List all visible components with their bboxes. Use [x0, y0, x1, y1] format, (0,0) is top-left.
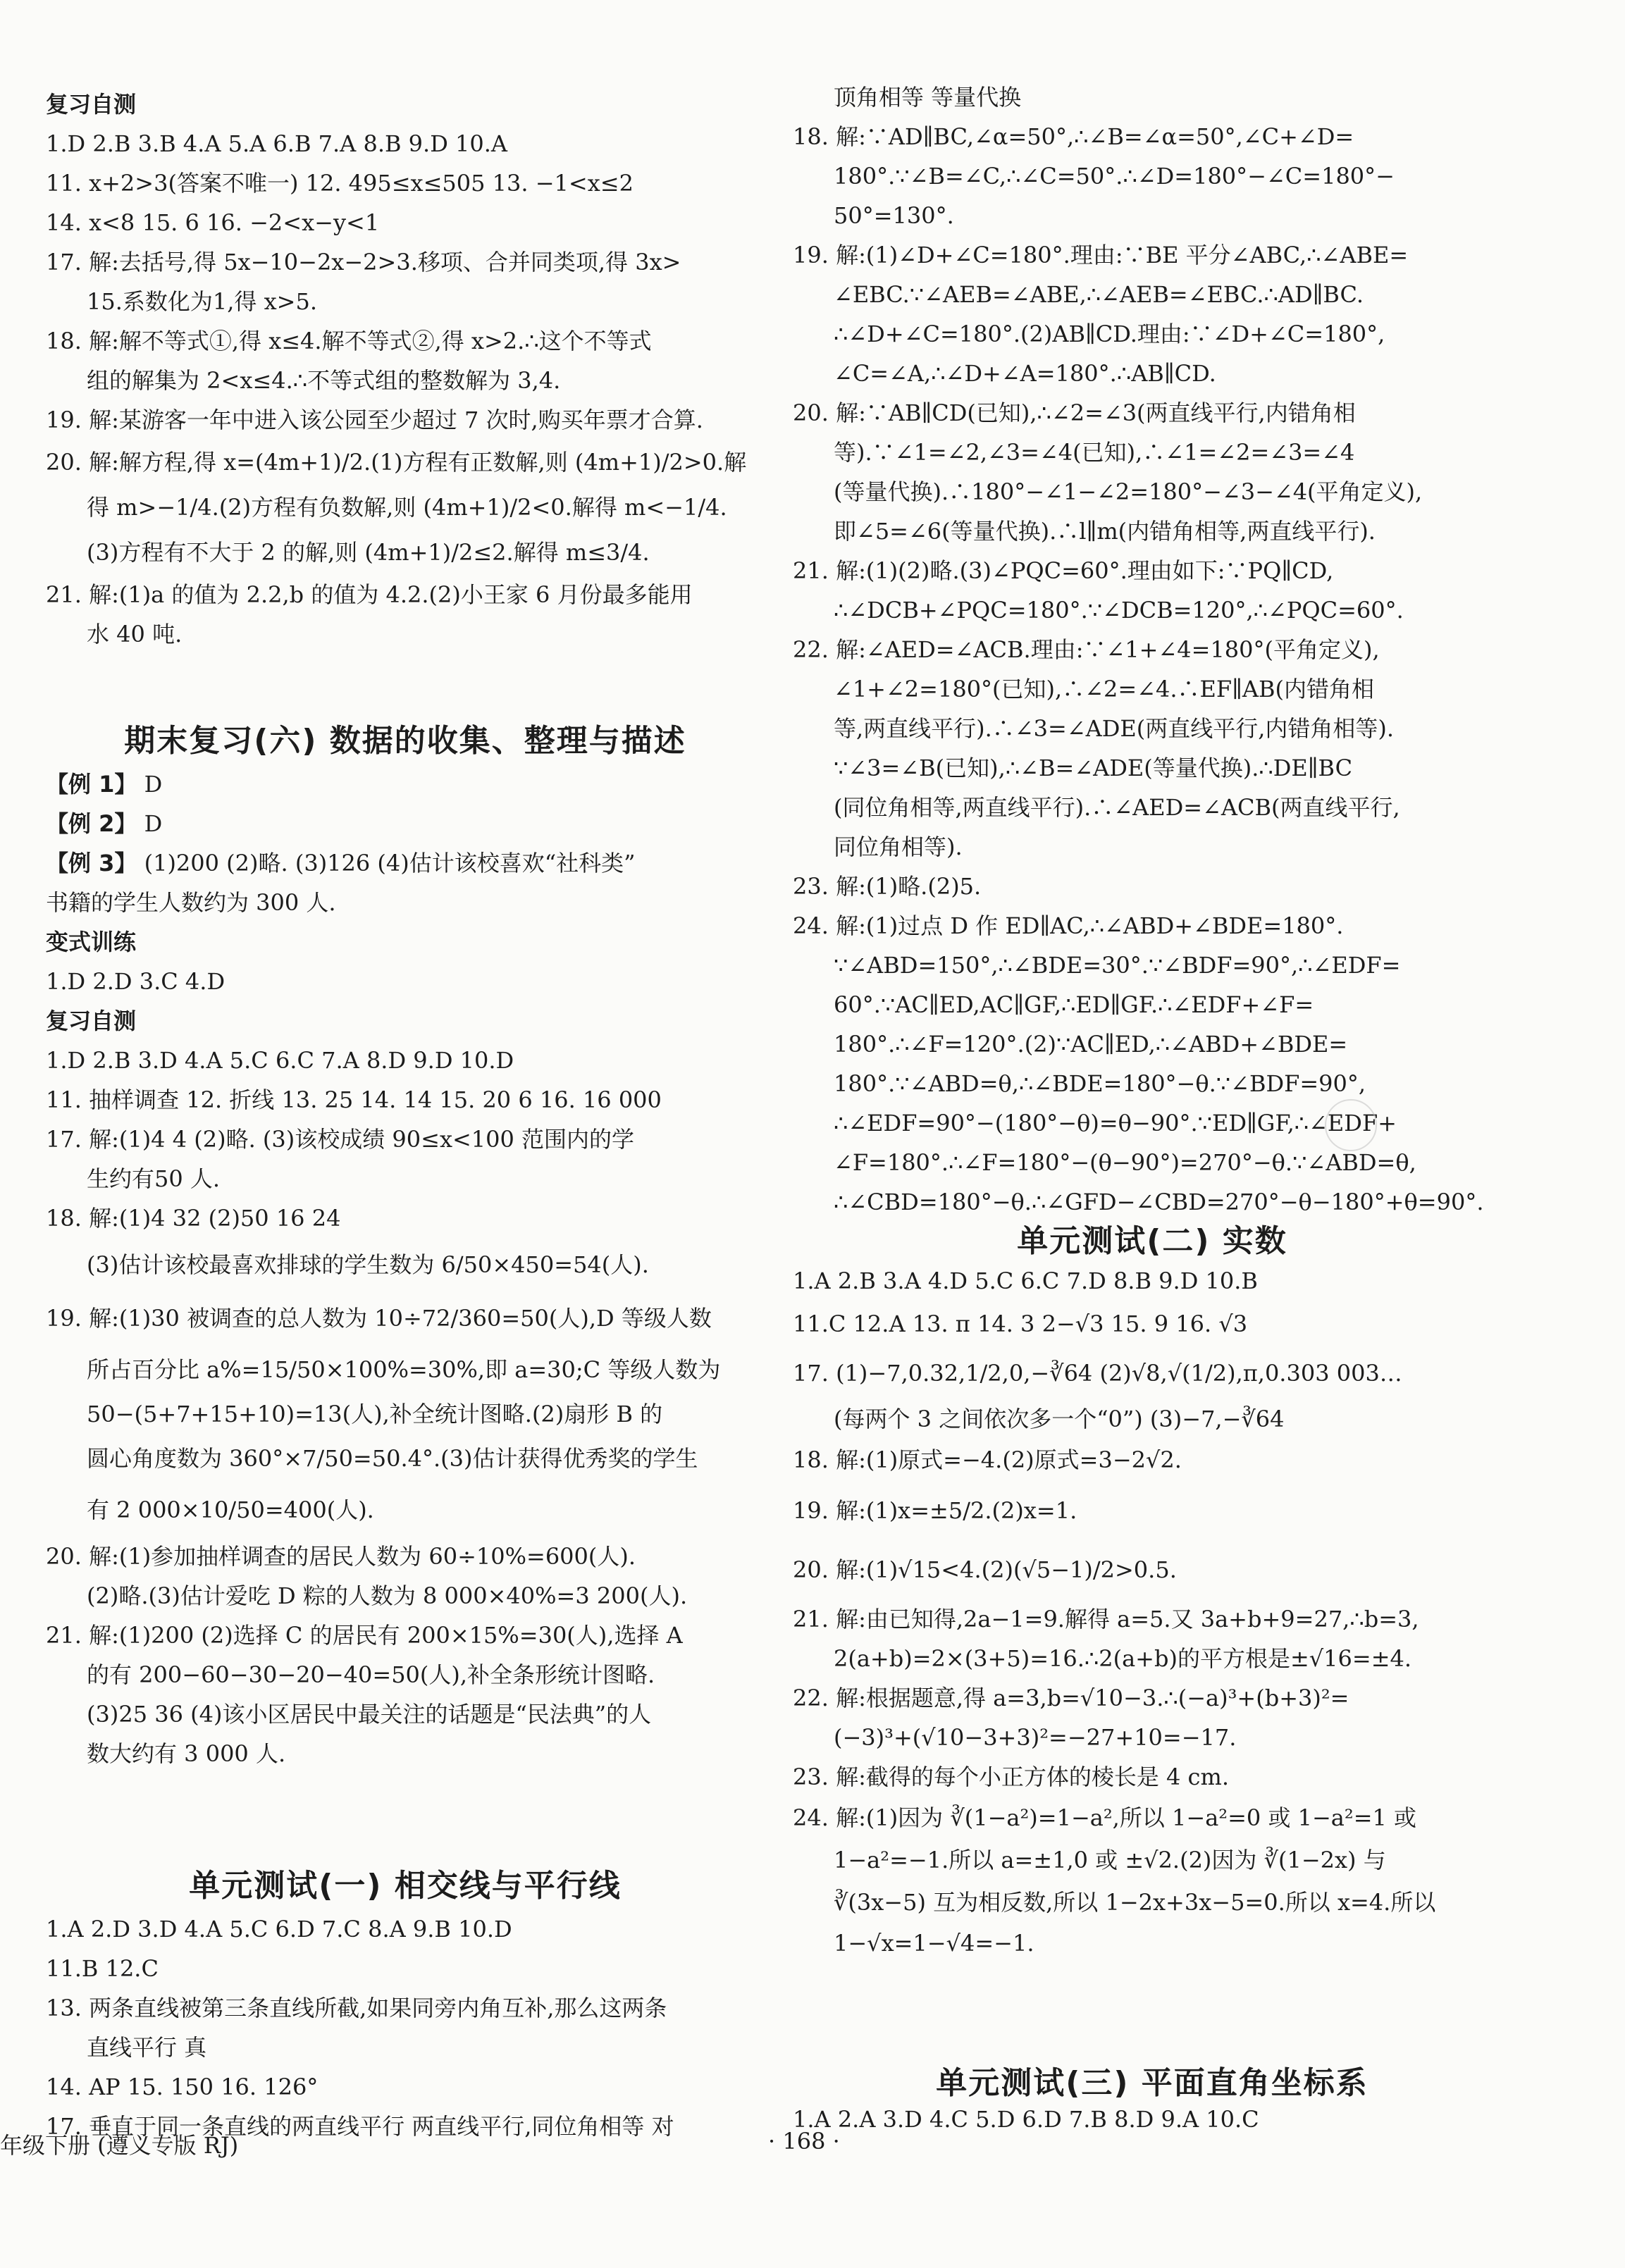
answer-line: 23. 解:截得的每个小正方体的棱长是 4 cm.	[793, 1764, 1229, 1790]
answer-line: 生约有50 人.	[87, 1165, 221, 1192]
answer-line: 18. 解:∵AD∥BC,∠α=50°,∴∠B=∠α=50°,∠C+∠D=	[793, 123, 1354, 150]
section-heading: 变式训练	[46, 929, 137, 955]
answer-line: 顶角相等 等量代换	[834, 84, 1022, 111]
answer-line: 18. 解:(1)原式=−4.(2)原式=3−2√2.	[793, 1446, 1182, 1473]
answer-line: 数大约有 3 000 人.	[87, 1740, 286, 1767]
answer-line: 等,两直线平行).∴∠3=∠ADE(两直线平行,内错角相等).	[834, 715, 1395, 742]
answer-line: 21. 解:(1)200 (2)选择 C 的居民有 200×15%=30(人),选择 A	[46, 1622, 683, 1649]
answer-line: (−3)³+(√10−3+3)²=−27+10=−17.	[834, 1724, 1237, 1751]
answer-line: (每两个 3 之间依次多一个“0”) (3)−7,−∛64	[834, 1406, 1285, 1432]
answer-line: 20. 解:∵AB∥CD(已知),∴∠2=∠3(两直线平行,内错角相	[793, 399, 1356, 426]
example-line	[46, 843, 772, 883]
answer-line: 17. (1)−7,0.32,1/2,0,−∛64 (2)√8,√(1/2),π,0.303 003…	[793, 1360, 1402, 1387]
example-line	[46, 804, 772, 843]
answer-line: 1.D 2.B 3.B 4.A 5.A 6.B 7.A 8.B 9.D 10.A	[46, 130, 508, 157]
answer-line: 1.D 2.D 3.C 4.D	[46, 968, 225, 995]
unit-test-1-title: 单元测试(一) 相交线与平行线	[189, 1868, 622, 1904]
unit-test-2-title: 单元测试(二) 实数	[1017, 1223, 1287, 1259]
answer-line: 50°=130°.	[834, 202, 954, 229]
answer-line: 所占百分比 a%=15/50×100%=30%,即 a=30;C 等级人数为	[87, 1356, 721, 1383]
answer-line: 14. x<8 15. 6 16. −2<x−y<1	[46, 209, 380, 236]
unit2-block	[793, 1261, 1519, 1963]
answer-line: (3)估计该校最喜欢排球的学生数为 6/50×450=54(人).	[87, 1251, 649, 1278]
unit-test-3-title: 单元测试(三) 平面直角坐标系	[936, 2065, 1368, 2101]
examples-block	[46, 764, 772, 1773]
answer-line: 19. 解:(1)∠D+∠C=180°.理由:∵BE 平分∠ABC,∴∠ABE=	[793, 242, 1409, 268]
answer-line: 1.A 2.D 3.D 4.A 5.C 6.D 7.C 8.A 9.B 10.D	[46, 1916, 512, 1942]
answer-line: 同位角相等).	[834, 834, 963, 860]
watermark-stamp	[1325, 1099, 1377, 1151]
answer-line: 圆心角度数为 360°×7/50=50.4°.(3)估计获得优秀奖的学生	[87, 1445, 698, 1472]
answer-line: 水 40 吨.	[87, 621, 183, 647]
answer-line: (3)方程有不大于 2 的解,则 (4m+1)/2≤2.解得 m≤3/4.	[87, 539, 650, 566]
footer-grade-label: 年级下册 (遵义专版 RJ)	[0, 2132, 239, 2159]
answer-line: ∠F=180°.∴∠F=180°−(θ−90°)=270°−θ.∵∠ABD=θ,	[834, 1149, 1416, 1176]
answer-line: 11.C 12.A 13. π 14. 3 2−√3 15. 9 16. √3	[793, 1310, 1248, 1337]
answer-line: ∴∠D+∠C=180°.(2)AB∥CD.理由:∵∠D+∠C=180°,	[834, 321, 1385, 347]
answer-line: 的有 200−60−30−20−40=50(人),补全条形统计图略.	[87, 1661, 655, 1688]
answer-line: 22. 解:∠AED=∠ACB.理由:∵∠1+∠4=180°(平角定义),	[793, 636, 1380, 663]
example-label: 【例 3】	[46, 850, 137, 876]
review-block-1	[46, 85, 772, 654]
answer-line: 直线平行 真	[87, 2034, 207, 2061]
answer-line: 21. 解:由已知得,2a−1=9.解得 a=5.又 3a+b+9=27,∴b=3,	[793, 1606, 1419, 1632]
answer-line: 17. 垂直于同一条直线的两直线平行 两直线平行,同位角相等 对	[46, 2113, 674, 2140]
answer-line: 17. 解:(1)4 4 (2)略. (3)该校成绩 90≤x<100 范围内的学	[46, 1126, 635, 1153]
answer-line: 1−a²=−1.所以 a=±1,0 或 ±√2.(2)因为 ∛(1−2x) 与	[834, 1847, 1386, 1873]
unit3-block	[793, 2100, 1519, 2139]
answer-line: 18. 解:解不等式①,得 x≤4.解不等式②,得 x>2.∴这个不等式	[46, 328, 652, 354]
answer-line: 有 2 000×10/50=400(人).	[87, 1496, 374, 1523]
answer-line: 13. 两条直线被第三条直线所截,如果同旁内角互补,那么这两条	[46, 1995, 667, 2021]
answer-line: 20. 解:(1)√15<4.(2)(√5−1)/2>0.5.	[793, 1556, 1177, 1583]
answer-line: 书籍的学生人数约为 300 人.	[46, 889, 336, 916]
example-label: 【例 2】	[46, 810, 137, 837]
answer-line: ∠EBC.∵∠AEB=∠ABE,∴∠AEB=∠EBC.∴AD∥BC.	[834, 281, 1364, 308]
answer-line: 23. 解:(1)略.(2)5.	[793, 873, 982, 900]
answer-line: 18. 解:(1)4 32 (2)50 16 24	[46, 1205, 341, 1232]
answer-line: ∴∠CBD=180°−θ.∴∠GFD−∠CBD=270°−θ−180°+θ=90°.	[834, 1189, 1484, 1215]
answer-line: 11.B 12.C	[46, 1955, 159, 1982]
answer-line: 等).∵∠1=∠2,∠3=∠4(已知),∴∠1=∠2=∠3=∠4	[834, 439, 1355, 466]
answer-line: 19. 解:某游客一年中进入该公园至少超过 7 次时,购买年票才合算.	[46, 407, 703, 433]
answer-line: 14. AP 15. 150 16. 126°	[46, 2074, 319, 2100]
answer-line: 180°.∴∠F=120°.(2)∵AC∥ED,∴∠ABD+∠BDE=	[834, 1031, 1348, 1058]
answer-line: 11. 抽样调查 12. 折线 13. 25 14. 14 15. 20 6 16. 16 000	[46, 1086, 662, 1113]
answer-line: ∛(3x−5) 互为相反数,所以 1−2x+3x−5=0.所以 x=4.所以	[834, 1889, 1436, 1916]
unit1-continued-block	[793, 78, 1519, 1222]
answer-line: 1.A 2.B 3.A 4.D 5.C 6.C 7.D 8.B 9.D 10.B	[793, 1268, 1258, 1294]
section-title-6: 期末复习(六) 数据的收集、整理与描述	[124, 723, 686, 759]
answer-line: 组的解集为 2<x≤4.∴不等式组的整数解为 3,4.	[87, 367, 561, 394]
answer-line: (同位角相等,两直线平行).∴∠AED=∠ACB(两直线平行,	[834, 794, 1400, 821]
answer-line: 19. 解:(1)30 被调查的总人数为 10÷72/360=50(人),D 等级人数	[46, 1305, 712, 1332]
example-line	[46, 764, 772, 804]
answer-line: 22. 解:根据题意,得 a=3,b=√10−3.∴(−a)³+(b+3)²=	[793, 1685, 1349, 1711]
answer-line: 17. 解:去括号,得 5x−10−2x−2>3.移项、合并同类项,得 3x>	[46, 249, 681, 275]
answer-line: 即∠5=∠6(等量代换).∴l∥m(内错角相等,两直线平行).	[834, 518, 1376, 545]
answer-line: ∠1+∠2=180°(已知),∴∠2=∠4.∴EF∥AB(内错角相	[834, 676, 1374, 702]
answer-line: 180°.∵∠B=∠C,∴∠C=50°.∴∠D=180°−∠C=180°−	[834, 163, 1395, 190]
answer-line: 1.D 2.B 3.D 4.A 5.C 6.C 7.A 8.D 9.D 10.D	[46, 1047, 514, 1074]
answer-line: 60°.∵AC∥ED,AC∥GF,∴ED∥GF.∴∠EDF+∠F=	[834, 991, 1314, 1018]
page-number: · 168 ·	[768, 2128, 840, 2155]
answer-line: ∵∠3=∠B(已知),∴∠B=∠ADE(等量代换).∴DE∥BC	[834, 755, 1353, 781]
answer-line: 20. 解:(1)参加抽样调查的居民人数为 60÷10%=600(人).	[46, 1543, 636, 1570]
answer-line: 24. 解:(1)过点 D 作 ED∥AC,∴∠ABD+∠BDE=180°.	[793, 912, 1344, 939]
answer-line: 24. 解:(1)因为 ∛(1−a²)=1−a²,所以 1−a²=0 或 1−a²=1 或	[793, 1804, 1417, 1831]
section-heading: 复习自测	[46, 91, 137, 118]
example-answer: (1)200 (2)略. (3)126 (4)估计该校喜欢“社科类”	[144, 850, 636, 876]
answer-line: 得 m>−1/4.(2)方程有负数解,则 (4m+1)/2<0.解得 m<−1/4.	[87, 494, 727, 521]
answer-line: 20. 解:解方程,得 x=(4m+1)/2.(1)方程有正数解,则 (4m+1)/2>0.解	[46, 449, 747, 476]
answer-line: 50−(5+7+15+10)=13(人),补全统计图略.(2)扇形 B 的	[87, 1401, 663, 1427]
example-answer: D	[144, 810, 163, 837]
answer-line: 1.A 2.A 3.D 4.C 5.D 6.D 7.B 8.D 9.A 10.C	[793, 2106, 1259, 2133]
example-label: 【例 1】	[46, 771, 137, 798]
section-heading: 复习自测	[46, 1008, 137, 1034]
answer-line: 21. 解:(1)(2)略.(3)∠PQC=60°.理由如下:∵PQ∥CD,	[793, 557, 1334, 584]
answer-line: 1−√x=1−√4=−1.	[834, 1930, 1034, 1957]
answer-line: (等量代换).∴180°−∠1−∠2=180°−∠3−∠4(平角定义),	[834, 478, 1423, 505]
answer-line: ∴∠DCB+∠PQC=180°.∵∠DCB=120°,∴∠PQC=60°.	[834, 597, 1404, 624]
answer-line: 19. 解:(1)x=±5/2.(2)x=1.	[793, 1497, 1077, 1524]
answer-line: ∵∠ABD=150°,∴∠BDE=30°.∵∠BDF=90°,∴∠EDF=	[834, 952, 1401, 979]
answer-line: ∠C=∠A,∴∠D+∠A=180°.∴AB∥CD.	[834, 360, 1216, 387]
answer-line: (3)25 36 (4)该小区居民中最关注的话题是“民法典”的人	[87, 1701, 652, 1728]
unit1-block	[46, 1909, 772, 2146]
example-answer: D	[144, 771, 163, 798]
answer-line: 11. x+2>3(答案不唯一) 12. 495≤x≤505 13. −1<x≤2	[46, 170, 634, 197]
answer-line: 15.系数化为1,得 x>5.	[87, 288, 317, 315]
answer-line: 21. 解:(1)a 的值为 2.2,b 的值为 4.2.(2)小王家 6 月份最多能用	[46, 581, 693, 608]
answer-line: (2)略.(3)估计爱吃 D 粽的人数为 8 000×40%=3 200(人).	[87, 1582, 688, 1609]
answer-line: 2(a+b)=2×(3+5)=16.∴2(a+b)的平方根是±√16=±4.	[834, 1645, 1412, 1672]
answer-line: 180°.∵∠ABD=θ,∴∠BDE=180°−θ.∵∠BDF=90°,	[834, 1070, 1366, 1097]
answer-line: ∴∠EDF=90°−(180°−θ)=θ−90°.∵ED∥GF,∴∠EDF+	[834, 1110, 1397, 1136]
